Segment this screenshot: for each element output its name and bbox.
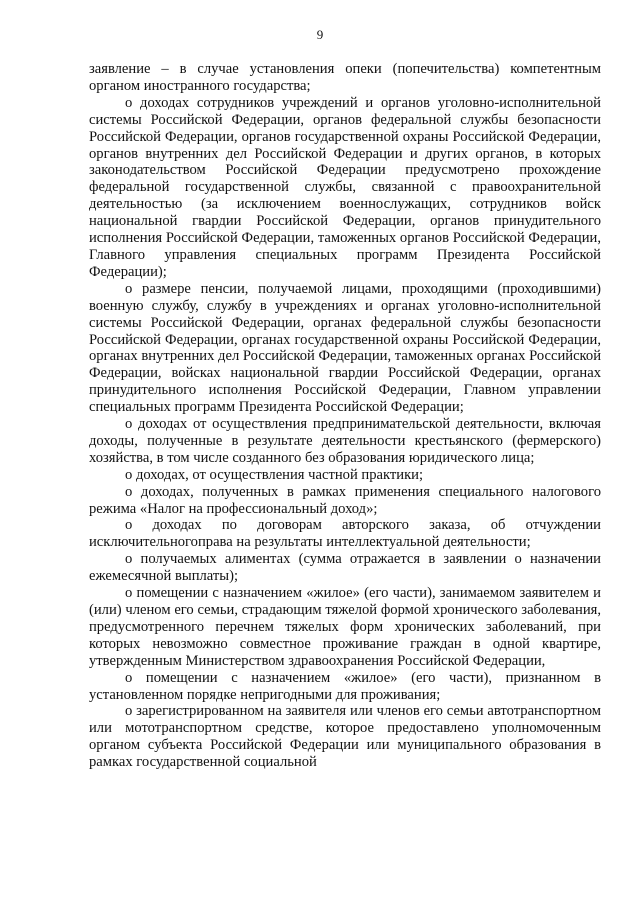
paragraph-private-practice-income: о доходах, от осуществления частной практики; [125,466,424,483]
paragraph-employee-income: о доходах сотрудников учреждений и органов уголовно-исполнительной системы Российской Федерации, органов федеральной службы безопасности Российской Федерации, органов государственной охраны Российской Федерации, органов внутренних дел Российской Федерации и других органов, в которых законодательством Российской Федерации предусмотрено прохождение федеральной государственной службы, связанной с правоохранительной деятельностью (за исключением военнослужащих, сотрудников войск национальной гвардии Российской Федерации, органов принудительного исполнения Российской Федерации, таможенных органов Российской Федерации, Главного управления специальных программ Президента Российской Федерации); [89,94,601,280]
paragraph-residential-premises-illness: о помещении с назначением «жилое» (его части), занимаемом заявителем и (или) членом его семьи, страдающим тяжелой формой хронического заболевания, предусмотренного перечнем тяжелых форм хронических заболеваний, при которых невозможно совместное проживание граждан в одной квартире, утвержденным Министерством здравоохранения Российской Федерации, [89,585,601,669]
paragraph-guardianship-statement: заявление – в случае установления опеки (попечительства) компетентным органом иностранного государства; [89,61,601,94]
paragraph-pension-amount: о размере пенсии, получаемой лицами, проходящими (проходившими) военную службу, службу в учреждениях и органах уголовно-исполнительной системы Российской Федерации, органах федеральной службы безопасности Российской Федерации, органах государственной охраны Российской Федерации, органах внутренних дел Российской Федерации, таможенных органах Российской Федерации, войсках национальной гвардии Российской Федерации, органах принудительного исполнения Российской Федерации, Главном управлении специальных программ Президента Российской Федерации; [89,280,601,416]
paragraph-entrepreneurial-income: о доходах от осуществления предпринимательской деятельности, включая доходы, полученные в результате деятельности крестьянского (фермерского) хозяйства, в том числе созданного без образования юридического лица; [89,416,601,466]
document-body [89,61,601,771]
paragraph-author-contracts: о доходах по договорам авторского заказа, об отчуждении исключительногоправа на результаты интеллектуальной деятельности; [89,517,601,551]
paragraph-unfit-premises: о помещении с назначением «жилое» (его части), признанном в установленном порядке непригодными для проживания; [89,669,601,703]
paragraph-registered-vehicle: о зарегистрированном на заявителя или членов его семьи автотранспортном или мототранспортном средстве, которое предоставлено уполномоченным органом субъекта Российской Федерации или муниципального образования в рамках государственной социальной [89,703,601,771]
paragraph-alimony: о получаемых алиментах (сумма отражается в заявлении о назначении ежемесячной выплаты); [89,551,601,585]
page-number: 9 [316,27,324,42]
paragraph-professional-income-tax: о доходах, полученных в рамках применения специального налогового режима «Налог на профессиональный доход»; [89,483,601,517]
